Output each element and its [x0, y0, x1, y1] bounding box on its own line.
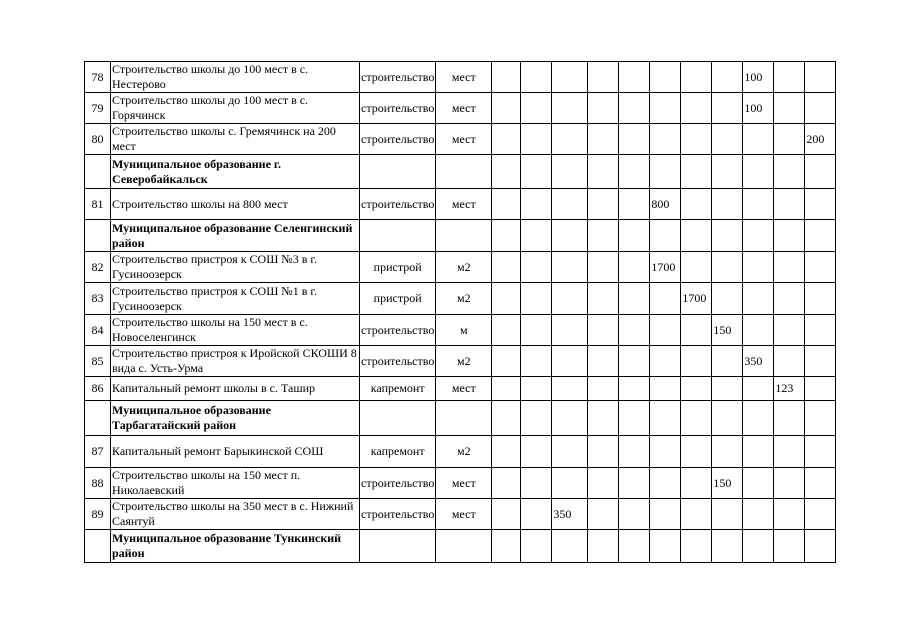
value-cell	[619, 283, 650, 315]
work-type: строительство	[360, 189, 436, 220]
work-type	[360, 530, 436, 563]
value-cell	[619, 346, 650, 377]
value-cell	[521, 93, 552, 124]
unit: мест	[436, 124, 492, 155]
value-cell	[619, 530, 650, 563]
section-row	[85, 155, 836, 189]
unit: м	[436, 315, 492, 346]
value-cell	[650, 468, 681, 499]
project-name: Строительство школы до 100 мест в с. Горячинск	[111, 93, 360, 124]
value-cell	[492, 468, 521, 499]
value-cell	[588, 401, 619, 436]
value-cell	[650, 315, 681, 346]
value-cell	[552, 220, 588, 252]
value-cell	[743, 377, 774, 401]
value-cell	[774, 124, 805, 155]
project-name: Капитальный ремонт Барыкинской СОШ	[111, 436, 360, 468]
value-cell	[588, 499, 619, 530]
value-cell	[521, 401, 552, 436]
work-type: строительство	[360, 499, 436, 530]
value-cell	[552, 401, 588, 436]
value-cell	[712, 530, 743, 563]
project-name: Капитальный ремонт школы в с. Ташир	[111, 377, 360, 401]
value-cell	[619, 377, 650, 401]
unit: мест	[436, 189, 492, 220]
work-type: капремонт	[360, 436, 436, 468]
value-cell	[588, 377, 619, 401]
value-cell	[521, 283, 552, 315]
value-cell	[552, 93, 588, 124]
row-number: 89	[85, 499, 111, 530]
value-cell	[805, 62, 836, 93]
value-cell	[650, 499, 681, 530]
value-cell	[552, 436, 588, 468]
value-cell	[681, 93, 712, 124]
work-type: строительство	[360, 315, 436, 346]
work-type: капремонт	[360, 377, 436, 401]
section-title: Муниципальное образование г. Северобайкальск	[111, 155, 360, 189]
value-cell	[521, 220, 552, 252]
value-cell	[805, 189, 836, 220]
section-title: Муниципальное образование Селенгинский район	[111, 220, 360, 252]
value-cell	[521, 155, 552, 189]
row-number	[85, 220, 111, 252]
value-cell	[712, 283, 743, 315]
value-cell	[774, 93, 805, 124]
value-cell	[619, 155, 650, 189]
unit: мест	[436, 499, 492, 530]
row-number: 80	[85, 124, 111, 155]
table-row	[85, 252, 836, 283]
unit: м2	[436, 252, 492, 283]
row-number	[85, 401, 111, 436]
value-cell	[588, 93, 619, 124]
work-type: строительство	[360, 124, 436, 155]
value-cell	[743, 189, 774, 220]
value-cell	[619, 93, 650, 124]
project-name: Строительство школы до 100 мест в с. Нестерово	[111, 62, 360, 93]
value-cell	[712, 220, 743, 252]
value-cell	[492, 346, 521, 377]
value-cell	[492, 220, 521, 252]
value-cell	[681, 124, 712, 155]
data-table	[84, 61, 836, 563]
unit: м2	[436, 346, 492, 377]
section-row	[85, 401, 836, 436]
table-row	[85, 283, 836, 315]
value-cell	[619, 252, 650, 283]
value-cell: 350	[552, 499, 588, 530]
value-cell	[774, 499, 805, 530]
value-cell	[774, 401, 805, 436]
value-cell	[681, 377, 712, 401]
value-cell	[805, 401, 836, 436]
value-cell	[588, 252, 619, 283]
value-cell	[650, 401, 681, 436]
value-cell	[774, 468, 805, 499]
value-cell	[552, 252, 588, 283]
value-cell	[805, 377, 836, 401]
value-cell	[521, 189, 552, 220]
value-cell	[588, 220, 619, 252]
unit: м2	[436, 436, 492, 468]
value-cell	[619, 124, 650, 155]
value-cell	[552, 315, 588, 346]
value-cell	[492, 93, 521, 124]
value-cell	[588, 468, 619, 499]
project-name: Строительство школы на 800 мест	[111, 189, 360, 220]
value-cell	[492, 252, 521, 283]
value-cell: 123	[774, 377, 805, 401]
value-cell	[805, 93, 836, 124]
value-cell	[712, 62, 743, 93]
value-cell	[521, 377, 552, 401]
value-cell	[743, 436, 774, 468]
work-type	[360, 155, 436, 189]
row-number: 83	[85, 283, 111, 315]
row-number: 78	[85, 62, 111, 93]
value-cell: 100	[743, 62, 774, 93]
section-row	[85, 220, 836, 252]
value-cell: 150	[712, 315, 743, 346]
project-name: Строительство школы на 150 мест п. Николаевский	[111, 468, 360, 499]
value-cell	[521, 346, 552, 377]
value-cell	[743, 283, 774, 315]
value-cell	[774, 220, 805, 252]
table-row	[85, 62, 836, 93]
unit	[436, 220, 492, 252]
value-cell	[805, 530, 836, 563]
value-cell	[774, 346, 805, 377]
value-cell	[650, 220, 681, 252]
value-cell: 200	[805, 124, 836, 155]
table-row	[85, 468, 836, 499]
value-cell	[712, 155, 743, 189]
table-row	[85, 377, 836, 401]
value-cell	[681, 401, 712, 436]
value-cell	[712, 377, 743, 401]
unit: мест	[436, 468, 492, 499]
value-cell	[619, 315, 650, 346]
section-row	[85, 530, 836, 563]
value-cell	[681, 346, 712, 377]
value-cell	[552, 124, 588, 155]
value-cell	[681, 189, 712, 220]
row-number: 87	[85, 436, 111, 468]
value-cell	[681, 155, 712, 189]
value-cell	[650, 283, 681, 315]
value-cell	[619, 468, 650, 499]
project-name: Строительство пристроя к СОШ №3 в г. Гусиноозерск	[111, 252, 360, 283]
value-cell	[681, 499, 712, 530]
value-cell	[743, 468, 774, 499]
value-cell	[805, 155, 836, 189]
value-cell	[681, 530, 712, 563]
value-cell	[774, 530, 805, 563]
value-cell	[650, 346, 681, 377]
value-cell	[619, 499, 650, 530]
value-cell	[588, 62, 619, 93]
value-cell	[805, 252, 836, 283]
value-cell	[552, 346, 588, 377]
value-cell	[650, 62, 681, 93]
row-number: 86	[85, 377, 111, 401]
value-cell	[681, 315, 712, 346]
value-cell	[805, 436, 836, 468]
value-cell	[681, 468, 712, 499]
unit: м2	[436, 283, 492, 315]
value-cell	[774, 436, 805, 468]
value-cell	[552, 189, 588, 220]
value-cell	[650, 530, 681, 563]
value-cell	[492, 124, 521, 155]
value-cell	[552, 62, 588, 93]
value-cell	[743, 499, 774, 530]
table-row	[85, 93, 836, 124]
value-cell	[521, 124, 552, 155]
value-cell	[743, 124, 774, 155]
value-cell	[774, 315, 805, 346]
unit	[436, 401, 492, 436]
work-type	[360, 401, 436, 436]
value-cell	[619, 62, 650, 93]
value-cell	[712, 252, 743, 283]
value-cell	[805, 499, 836, 530]
value-cell	[805, 468, 836, 499]
unit	[436, 155, 492, 189]
work-type: строительство	[360, 93, 436, 124]
value-cell	[492, 530, 521, 563]
unit: мест	[436, 377, 492, 401]
value-cell	[774, 189, 805, 220]
value-cell	[774, 252, 805, 283]
value-cell	[619, 220, 650, 252]
row-number: 88	[85, 468, 111, 499]
row-number	[85, 155, 111, 189]
value-cell	[650, 124, 681, 155]
value-cell: 1700	[681, 283, 712, 315]
value-cell	[712, 93, 743, 124]
value-cell	[650, 155, 681, 189]
value-cell	[681, 220, 712, 252]
value-cell: 1700	[650, 252, 681, 283]
value-cell	[521, 252, 552, 283]
value-cell	[743, 315, 774, 346]
value-cell	[492, 377, 521, 401]
table-row	[85, 189, 836, 220]
value-cell	[588, 346, 619, 377]
value-cell	[588, 155, 619, 189]
value-cell	[619, 401, 650, 436]
value-cell	[619, 436, 650, 468]
table-row	[85, 436, 836, 468]
unit: мест	[436, 93, 492, 124]
value-cell	[774, 62, 805, 93]
value-cell	[588, 189, 619, 220]
value-cell	[712, 189, 743, 220]
value-cell	[521, 499, 552, 530]
value-cell	[650, 436, 681, 468]
value-cell	[588, 315, 619, 346]
value-cell	[774, 155, 805, 189]
row-number	[85, 530, 111, 563]
value-cell	[681, 252, 712, 283]
value-cell	[743, 401, 774, 436]
value-cell	[712, 401, 743, 436]
value-cell	[805, 315, 836, 346]
value-cell: 350	[743, 346, 774, 377]
work-type: пристрой	[360, 252, 436, 283]
value-cell	[681, 62, 712, 93]
value-cell	[492, 155, 521, 189]
value-cell	[712, 124, 743, 155]
project-name: Строительство школы с. Гремячинск на 200 мест	[111, 124, 360, 155]
section-title: Муниципальное образование Тарбагатайский район	[111, 401, 360, 436]
project-name: Строительство пристроя к СОШ №1 в г. Гусиноозерск	[111, 283, 360, 315]
row-number: 82	[85, 252, 111, 283]
value-cell	[552, 155, 588, 189]
unit: мест	[436, 62, 492, 93]
section-title: Муниципальное образование Тункинский район	[111, 530, 360, 563]
value-cell	[619, 189, 650, 220]
value-cell	[521, 315, 552, 346]
value-cell	[712, 346, 743, 377]
value-cell	[712, 436, 743, 468]
work-type: строительство	[360, 468, 436, 499]
value-cell	[681, 436, 712, 468]
value-cell	[521, 62, 552, 93]
work-type: строительство	[360, 346, 436, 377]
value-cell	[492, 283, 521, 315]
work-type: строительство	[360, 62, 436, 93]
value-cell	[774, 283, 805, 315]
value-cell	[552, 468, 588, 499]
value-cell: 800	[650, 189, 681, 220]
value-cell	[521, 436, 552, 468]
value-cell	[492, 436, 521, 468]
value-cell	[492, 499, 521, 530]
value-cell	[588, 436, 619, 468]
value-cell	[712, 499, 743, 530]
value-cell	[492, 62, 521, 93]
value-cell	[521, 468, 552, 499]
value-cell	[805, 220, 836, 252]
table-row	[85, 315, 836, 346]
unit	[436, 530, 492, 563]
value-cell	[552, 283, 588, 315]
value-cell	[743, 530, 774, 563]
value-cell	[492, 401, 521, 436]
table-row	[85, 499, 836, 530]
project-name: Строительство пристроя к Иройской СКОШИ 8 вида с. Усть-Урма	[111, 346, 360, 377]
value-cell	[805, 346, 836, 377]
row-number: 81	[85, 189, 111, 220]
value-cell: 150	[712, 468, 743, 499]
row-number: 79	[85, 93, 111, 124]
work-type: пристрой	[360, 283, 436, 315]
value-cell	[650, 93, 681, 124]
value-cell	[552, 377, 588, 401]
project-name: Строительство школы на 350 мест в с. Нижний Саянтуй	[111, 499, 360, 530]
table-row	[85, 124, 836, 155]
value-cell	[650, 377, 681, 401]
table-row	[85, 346, 836, 377]
value-cell	[805, 283, 836, 315]
value-cell	[521, 530, 552, 563]
value-cell	[743, 155, 774, 189]
row-number: 85	[85, 346, 111, 377]
project-name: Строительство школы на 150 мест в с. Новоселенгинск	[111, 315, 360, 346]
value-cell	[588, 283, 619, 315]
value-cell	[492, 189, 521, 220]
value-cell	[552, 530, 588, 563]
value-cell	[743, 252, 774, 283]
value-cell: 100	[743, 93, 774, 124]
value-cell	[588, 530, 619, 563]
value-cell	[492, 315, 521, 346]
row-number: 84	[85, 315, 111, 346]
work-type	[360, 220, 436, 252]
value-cell	[588, 124, 619, 155]
value-cell	[743, 220, 774, 252]
